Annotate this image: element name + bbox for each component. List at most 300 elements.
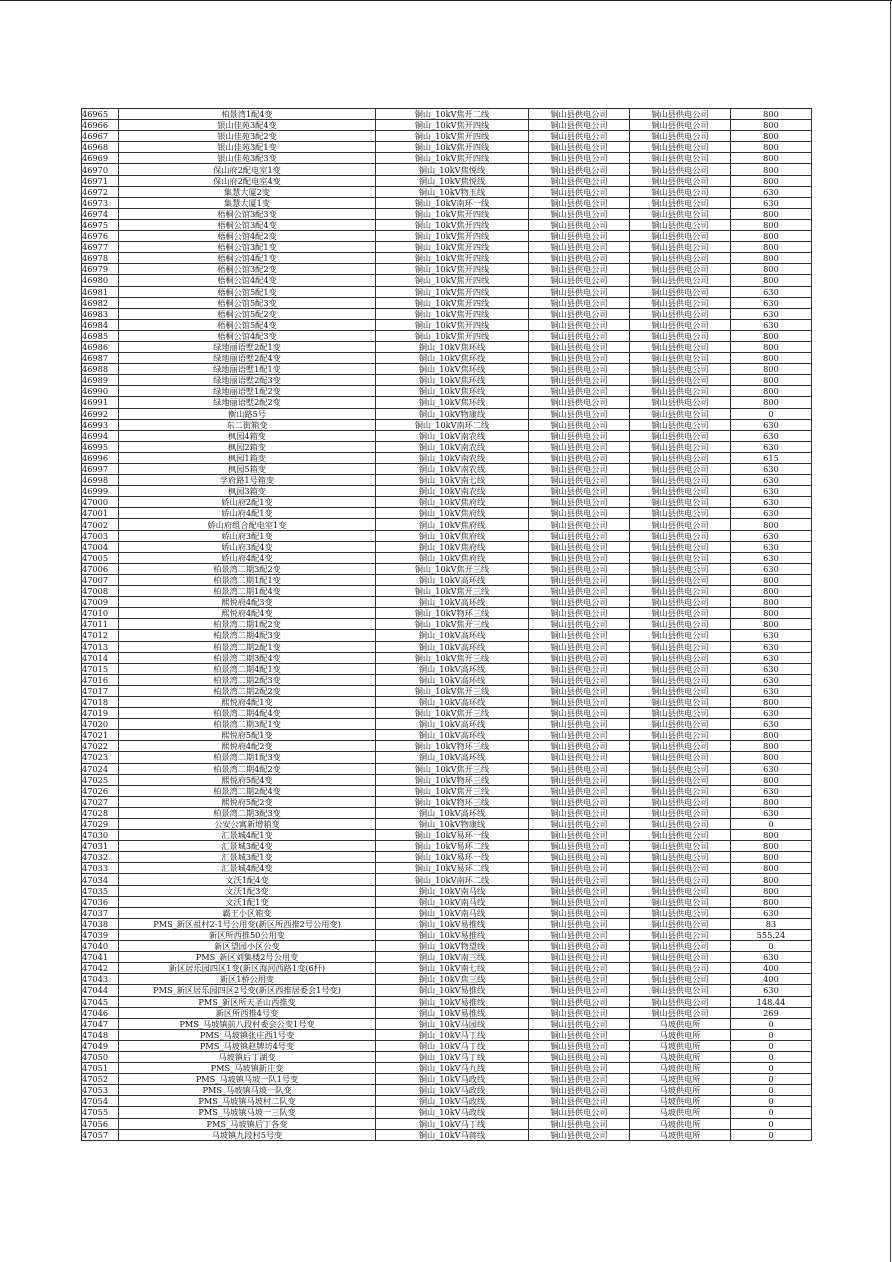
cell-feeder-line: 铜山_10kV南环一线 [376,197,529,208]
cell-company: 铜山县供电公司 [529,297,630,308]
cell-unit: 铜山县供电公司 [630,552,731,563]
cell-company: 铜山县供电公司 [529,530,630,541]
table-row [82,508,812,519]
cell-station-name: 汇景城3配1变 [119,852,376,863]
cell-feeder-line: 铜山_10kV高环线 [376,574,529,585]
cell-station-name: PMS_新区居乐园四区2号变(新区西推居委会1号变) [119,985,376,996]
cell-company: 铜山县供电公司 [529,896,630,907]
cell-station-name: PMS_马坡镇马坡一三队变 [119,1107,376,1118]
transformer-table [81,108,812,1141]
cell-station-name: 熙悦府4配3变 [119,597,376,608]
cell-station-name: 娇山府4配4变 [119,552,376,563]
cell-unit: 铜山县供电公司 [630,131,731,142]
cell-company: 铜山县供电公司 [529,663,630,674]
cell-id: 46996 [82,452,119,463]
cell-unit: 铜山县供电公司 [630,874,731,885]
table-row [82,530,812,541]
cell-feeder-line: 铜山_10kV焦三线 [376,974,529,985]
cell-id: 46986 [82,341,119,352]
cell-capacity: 800 [731,242,812,253]
cell-capacity: 800 [731,852,812,863]
cell-station-name: PMS_马坡镇赵牌坊4号变 [119,1040,376,1051]
cell-feeder-line: 铜山_10kV焦府线 [376,530,529,541]
cell-company: 铜山县供电公司 [529,475,630,486]
cell-id: 47001 [82,508,119,519]
cell-station-name: 新区所西推4号变 [119,1007,376,1018]
cell-capacity: 630 [731,907,812,918]
cell-company: 铜山县供电公司 [529,364,630,375]
cell-feeder-line: 铜山_10kV马政线 [376,1096,529,1107]
table-row [82,297,812,308]
table-row [82,1018,812,1029]
cell-id: 46970 [82,164,119,175]
cell-capacity: 0 [731,1107,812,1118]
cell-station-name: 柏景湾二期4配1变 [119,663,376,674]
cell-id: 47049 [82,1040,119,1051]
cell-id: 47030 [82,830,119,841]
cell-station-name: 保山府2配电室1变 [119,164,376,175]
cell-id: 47005 [82,552,119,563]
cell-capacity: 0 [731,408,812,419]
table-row [82,996,812,1007]
cell-id: 46983 [82,308,119,319]
cell-id: 47033 [82,863,119,874]
cell-unit: 铜山县供电公司 [630,752,731,763]
table-row [82,874,812,885]
cell-company: 铜山县供电公司 [529,419,630,430]
cell-station-name: 柏景湾二期1配2变 [119,619,376,630]
cell-unit: 铜山县供电公司 [630,863,731,874]
cell-station-name: 柏景湾二期2配1变 [119,641,376,652]
cell-feeder-line: 铜山_10kV易环一线 [376,830,529,841]
table-row [82,475,812,486]
table-row [82,552,812,563]
cell-capacity: 800 [731,330,812,341]
cell-company: 铜山县供电公司 [529,286,630,297]
cell-unit: 铜山县供电公司 [630,264,731,275]
cell-feeder-line: 铜山_10kV焦府线 [376,508,529,519]
cell-capacity: 800 [731,219,812,230]
cell-capacity: 800 [731,131,812,142]
table-row [82,586,812,597]
cell-capacity: 630 [731,441,812,452]
cell-feeder-line: 铜山_10kV南七线 [376,963,529,974]
cell-capacity: 630 [731,785,812,796]
cell-unit: 马坡供电所 [630,1096,731,1107]
cell-station-name: 梧桐公馆5配1变 [119,286,376,297]
table-row [82,486,812,497]
cell-id: 47053 [82,1085,119,1096]
table-row [82,264,812,275]
table-row [82,441,812,452]
cell-id: 46984 [82,319,119,330]
cell-company: 铜山县供电公司 [529,386,630,397]
table-row [82,1040,812,1051]
cell-capacity: 0 [731,1129,812,1140]
cell-id: 47015 [82,663,119,674]
cell-unit: 铜山县供电公司 [630,253,731,264]
cell-unit: 铜山县供电公司 [630,907,731,918]
cell-id: 46982 [82,297,119,308]
cell-unit: 铜山县供电公司 [630,574,731,585]
cell-station-name: 新区所西推50公用变 [119,929,376,940]
cell-unit: 铜山县供电公司 [630,530,731,541]
cell-station-name: PMS_马坡镇新庄变 [119,1063,376,1074]
cell-unit: 铜山县供电公司 [630,519,731,530]
cell-feeder-line: 铜山_10kV马九线 [376,1063,529,1074]
table-row [82,386,812,397]
cell-id: 47040 [82,941,119,952]
cell-capacity: 800 [731,863,812,874]
cell-unit: 铜山县供电公司 [630,685,731,696]
cell-unit: 铜山县供电公司 [630,941,731,952]
table-row [82,974,812,985]
cell-station-name: 柏景湾二期3配3变 [119,807,376,818]
cell-id: 46976 [82,231,119,242]
cell-capacity: 800 [731,353,812,364]
cell-station-name: PMS_马坡镇马坡一队变 [119,1085,376,1096]
cell-unit: 铜山县供电公司 [630,1007,731,1018]
cell-id: 46974 [82,208,119,219]
cell-company: 铜山县供电公司 [529,175,630,186]
cell-unit: 铜山县供电公司 [630,341,731,352]
cell-unit: 铜山县供电公司 [630,353,731,364]
cell-company: 铜山县供电公司 [529,730,630,741]
cell-station-name: 娇山府3配1变 [119,530,376,541]
cell-unit: 铜山县供电公司 [630,630,731,641]
cell-unit: 马坡供电所 [630,1029,731,1040]
table-row [82,397,812,408]
cell-station-name: 柏景湾二期3配2变 [119,563,376,574]
table-row [82,153,812,164]
cell-station-name: 衡山路5号 [119,408,376,419]
cell-station-name: 娇山府2配1变 [119,497,376,508]
cell-id: 47025 [82,774,119,785]
cell-company: 铜山县供电公司 [529,441,630,452]
table-row [82,896,812,907]
cell-station-name: 熙悦府4配2变 [119,741,376,752]
cell-id: 46980 [82,275,119,286]
cell-feeder-line: 铜山_10kV南马线 [376,896,529,907]
cell-capacity: 630 [731,763,812,774]
cell-station-name: 柏景湾二期2配2变 [119,685,376,696]
cell-company: 铜山县供电公司 [529,597,630,608]
cell-unit: 铜山县供电公司 [630,841,731,852]
cell-unit: 铜山县供电公司 [630,774,731,785]
cell-capacity: 800 [731,796,812,807]
cell-capacity: 800 [731,109,812,120]
cell-feeder-line: 铜山_10kV高环线 [376,807,529,818]
cell-company: 铜山县供电公司 [529,319,630,330]
cell-company: 铜山县供电公司 [529,109,630,120]
cell-unit: 铜山县供电公司 [630,696,731,707]
cell-capacity: 800 [731,830,812,841]
cell-station-name: 熙悦府4配1变 [119,696,376,707]
cell-feeder-line: 铜山_10kV南农线 [376,441,529,452]
cell-feeder-line: 铜山_10kV易推线 [376,996,529,1007]
cell-capacity: 0 [731,1018,812,1029]
cell-company: 铜山县供电公司 [529,619,630,630]
cell-unit: 铜山县供电公司 [630,219,731,230]
table-row [82,563,812,574]
cell-company: 铜山县供电公司 [529,264,630,275]
cell-id: 47024 [82,763,119,774]
cell-feeder-line: 铜山_10kV焦环线 [376,375,529,386]
cell-unit: 铜山县供电公司 [630,231,731,242]
cell-station-name: 汇景城4配4变 [119,863,376,874]
cell-capacity: 800 [731,741,812,752]
cell-capacity: 630 [731,807,812,818]
cell-id: 47039 [82,929,119,940]
cell-id: 47055 [82,1107,119,1118]
cell-unit: 铜山县供电公司 [630,719,731,730]
table-row [82,1129,812,1140]
cell-company: 铜山县供电公司 [529,763,630,774]
cell-capacity: 630 [731,530,812,541]
cell-capacity: 630 [731,286,812,297]
cell-company: 铜山县供电公司 [529,375,630,386]
cell-feeder-line: 铜山_10kV高环线 [376,663,529,674]
cell-company: 铜山县供电公司 [529,275,630,286]
cell-station-name: 柏景湾二期4配4变 [119,708,376,719]
cell-feeder-line: 铜山_10kV物康线 [376,408,529,419]
table-row [82,1063,812,1074]
cell-capacity: 0 [731,819,812,830]
cell-feeder-line: 铜山_10kV焦开三线 [376,652,529,663]
cell-capacity: 400 [731,974,812,985]
cell-id: 46968 [82,142,119,153]
cell-id: 46979 [82,264,119,275]
table-row [82,985,812,996]
table-row [82,1074,812,1085]
cell-unit: 铜山县供电公司 [630,985,731,996]
cell-unit: 马坡供电所 [630,1129,731,1140]
table-row [82,674,812,685]
cell-id: 46972 [82,186,119,197]
cell-feeder-line: 铜山_10kV南环二线 [376,874,529,885]
cell-company: 铜山县供电公司 [529,486,630,497]
cell-company: 铜山县供电公司 [529,774,630,785]
cell-unit: 铜山县供电公司 [630,142,731,153]
cell-feeder-line: 铜山_10kV高环线 [376,597,529,608]
cell-station-name: 娇山府3配4变 [119,541,376,552]
cell-station-name: PMS_新区刘集楼2号公用变 [119,952,376,963]
cell-capacity: 800 [731,874,812,885]
cell-company: 铜山县供电公司 [529,652,630,663]
cell-capacity: 630 [731,630,812,641]
cell-capacity: 0 [731,1085,812,1096]
cell-unit: 铜山县供电公司 [630,508,731,519]
cell-id: 47016 [82,674,119,685]
cell-feeder-line: 铜山_10kV焦开四线 [376,142,529,153]
table-row [82,929,812,940]
cell-unit: 铜山县供电公司 [630,164,731,175]
cell-company: 铜山县供电公司 [529,785,630,796]
cell-company: 铜山县供电公司 [529,608,630,619]
cell-feeder-line: 铜山_10kV焦开三线 [376,563,529,574]
cell-station-name: 绿地丽语墅2配2变 [119,397,376,408]
cell-feeder-line: 铜山_10kV物康线 [376,819,529,830]
cell-station-name: 柏景湾二期1配1变 [119,574,376,585]
cell-company: 铜山县供电公司 [529,231,630,242]
cell-unit: 铜山县供电公司 [630,819,731,830]
cell-id: 47008 [82,586,119,597]
cell-company: 铜山县供电公司 [529,1107,630,1118]
cell-unit: 铜山县供电公司 [630,974,731,985]
cell-feeder-line: 铜山_10kV焦开四线 [376,253,529,264]
cell-company: 铜山县供电公司 [529,907,630,918]
cell-company: 铜山县供电公司 [529,219,630,230]
cell-unit: 铜山县供电公司 [630,208,731,219]
table-row [82,741,812,752]
cell-company: 铜山县供电公司 [529,741,630,752]
table-row [82,131,812,142]
cell-unit: 铜山县供电公司 [630,741,731,752]
cell-id: 47044 [82,985,119,996]
cell-capacity: 800 [731,896,812,907]
cell-station-name: 柏景湾二期3配4变 [119,652,376,663]
cell-capacity: 800 [731,586,812,597]
cell-feeder-line: 铜山_10kV高环线 [376,752,529,763]
top-border-line [0,0,892,1]
cell-unit: 铜山县供电公司 [630,397,731,408]
cell-station-name: 柏景湾二期4配3变 [119,630,376,641]
cell-company: 铜山县供电公司 [529,830,630,841]
cell-id: 47043 [82,974,119,985]
table-row [82,852,812,863]
cell-capacity: 800 [731,164,812,175]
cell-unit: 铜山县供电公司 [630,963,731,974]
cell-feeder-line: 铜山_10kV易环二线 [376,863,529,874]
cell-feeder-line: 铜山_10kV高环线 [376,630,529,641]
cell-unit: 铜山县供电公司 [630,308,731,319]
cell-id: 46989 [82,375,119,386]
cell-company: 铜山县供电公司 [529,120,630,131]
table-row [82,186,812,197]
cell-id: 47006 [82,563,119,574]
cell-station-name: 柏景湾二期3配1变 [119,719,376,730]
cell-feeder-line: 铜山_10kV焦开四线 [376,231,529,242]
cell-unit: 铜山县供电公司 [630,364,731,375]
cell-capacity: 800 [731,208,812,219]
cell-unit: 铜山县供电公司 [630,608,731,619]
table-row [82,1118,812,1129]
cell-station-name: PMS_马坡镇前八段村委会公变1号变 [119,1018,376,1029]
table-row [82,663,812,674]
cell-capacity: 800 [731,341,812,352]
table-row [82,785,812,796]
cell-capacity: 800 [731,120,812,131]
cell-unit: 铜山县供电公司 [630,796,731,807]
cell-id: 47009 [82,597,119,608]
table-row [82,330,812,341]
cell-id: 46977 [82,242,119,253]
cell-id: 46978 [82,253,119,264]
cell-capacity: 83 [731,918,812,929]
cell-unit: 铜山县供电公司 [630,996,731,1007]
cell-company: 铜山县供电公司 [529,874,630,885]
cell-id: 46994 [82,430,119,441]
cell-feeder-line: 铜山_10kV物环三线 [376,774,529,785]
cell-company: 铜山县供电公司 [529,186,630,197]
cell-capacity: 800 [731,231,812,242]
cell-capacity: 630 [731,641,812,652]
table-row [82,341,812,352]
cell-id: 47057 [82,1129,119,1140]
cell-company: 铜山县供电公司 [529,586,630,597]
cell-company: 铜山县供电公司 [529,1051,630,1062]
cell-unit: 铜山县供电公司 [630,918,731,929]
table-row [82,197,812,208]
cell-company: 铜山县供电公司 [529,1129,630,1140]
cell-id: 47013 [82,641,119,652]
cell-unit: 铜山县供电公司 [630,730,731,741]
cell-unit: 马坡供电所 [630,1118,731,1129]
table-row [82,286,812,297]
cell-station-name: 梧桐公馆4配4变 [119,275,376,286]
cell-capacity: 0 [731,1040,812,1051]
cell-feeder-line: 铜山_10kV焦开二线 [376,109,529,120]
cell-capacity: 269 [731,1007,812,1018]
table-row [82,907,812,918]
table-row [82,120,812,131]
cell-company: 铜山县供电公司 [529,208,630,219]
cell-unit: 铜山县供电公司 [630,197,731,208]
cell-capacity: 630 [731,186,812,197]
cell-capacity: 0 [731,1063,812,1074]
cell-company: 铜山县供电公司 [529,863,630,874]
cell-capacity: 800 [731,375,812,386]
table-row [82,109,812,120]
cell-capacity: 630 [731,308,812,319]
cell-station-name: 新区1桥公用变 [119,974,376,985]
cell-station-name: 汇景城3配4变 [119,841,376,852]
cell-unit: 铜山县供电公司 [630,597,731,608]
cell-unit: 铜山县供电公司 [630,430,731,441]
cell-feeder-line: 铜山_10kV焦开四线 [376,153,529,164]
cell-station-name: 绿地丽语墅1配1变 [119,364,376,375]
table-row [82,752,812,763]
cell-company: 铜山县供电公司 [529,1085,630,1096]
cell-unit: 铜山县供电公司 [630,319,731,330]
cell-capacity: 800 [731,730,812,741]
cell-feeder-line: 铜山_10kV焦开三线 [376,763,529,774]
cell-unit: 铜山县供电公司 [630,586,731,597]
cell-feeder-line: 铜山_10kV高环线 [376,730,529,741]
cell-unit: 铜山县供电公司 [630,475,731,486]
cell-feeder-line: 铜山_10kV焦开四线 [376,286,529,297]
table-row [82,619,812,630]
table-row [82,763,812,774]
cell-company: 铜山县供电公司 [529,963,630,974]
table-row [82,952,812,963]
cell-station-name: 枫园3箱变 [119,486,376,497]
cell-unit: 铜山县供电公司 [630,541,731,552]
cell-feeder-line: 铜山_10kV南三线 [376,952,529,963]
cell-station-name: 文沃1配1变 [119,896,376,907]
cell-company: 铜山县供电公司 [529,974,630,985]
cell-unit: 铜山县供电公司 [630,830,731,841]
cell-station-name: 柏景湾二期1配3变 [119,752,376,763]
cell-capacity: 630 [731,497,812,508]
table-row [82,231,812,242]
cell-feeder-line: 铜山_10kV物环三线 [376,741,529,752]
cell-feeder-line: 铜山_10kV焦开三线 [376,586,529,597]
cell-unit: 铜山县供电公司 [630,153,731,164]
cell-station-name: PMS_新区祖村2-1号公用变(新区所西推2号公用变) [119,918,376,929]
table-row [82,430,812,441]
cell-station-name: 熙悦府5配1变 [119,730,376,741]
